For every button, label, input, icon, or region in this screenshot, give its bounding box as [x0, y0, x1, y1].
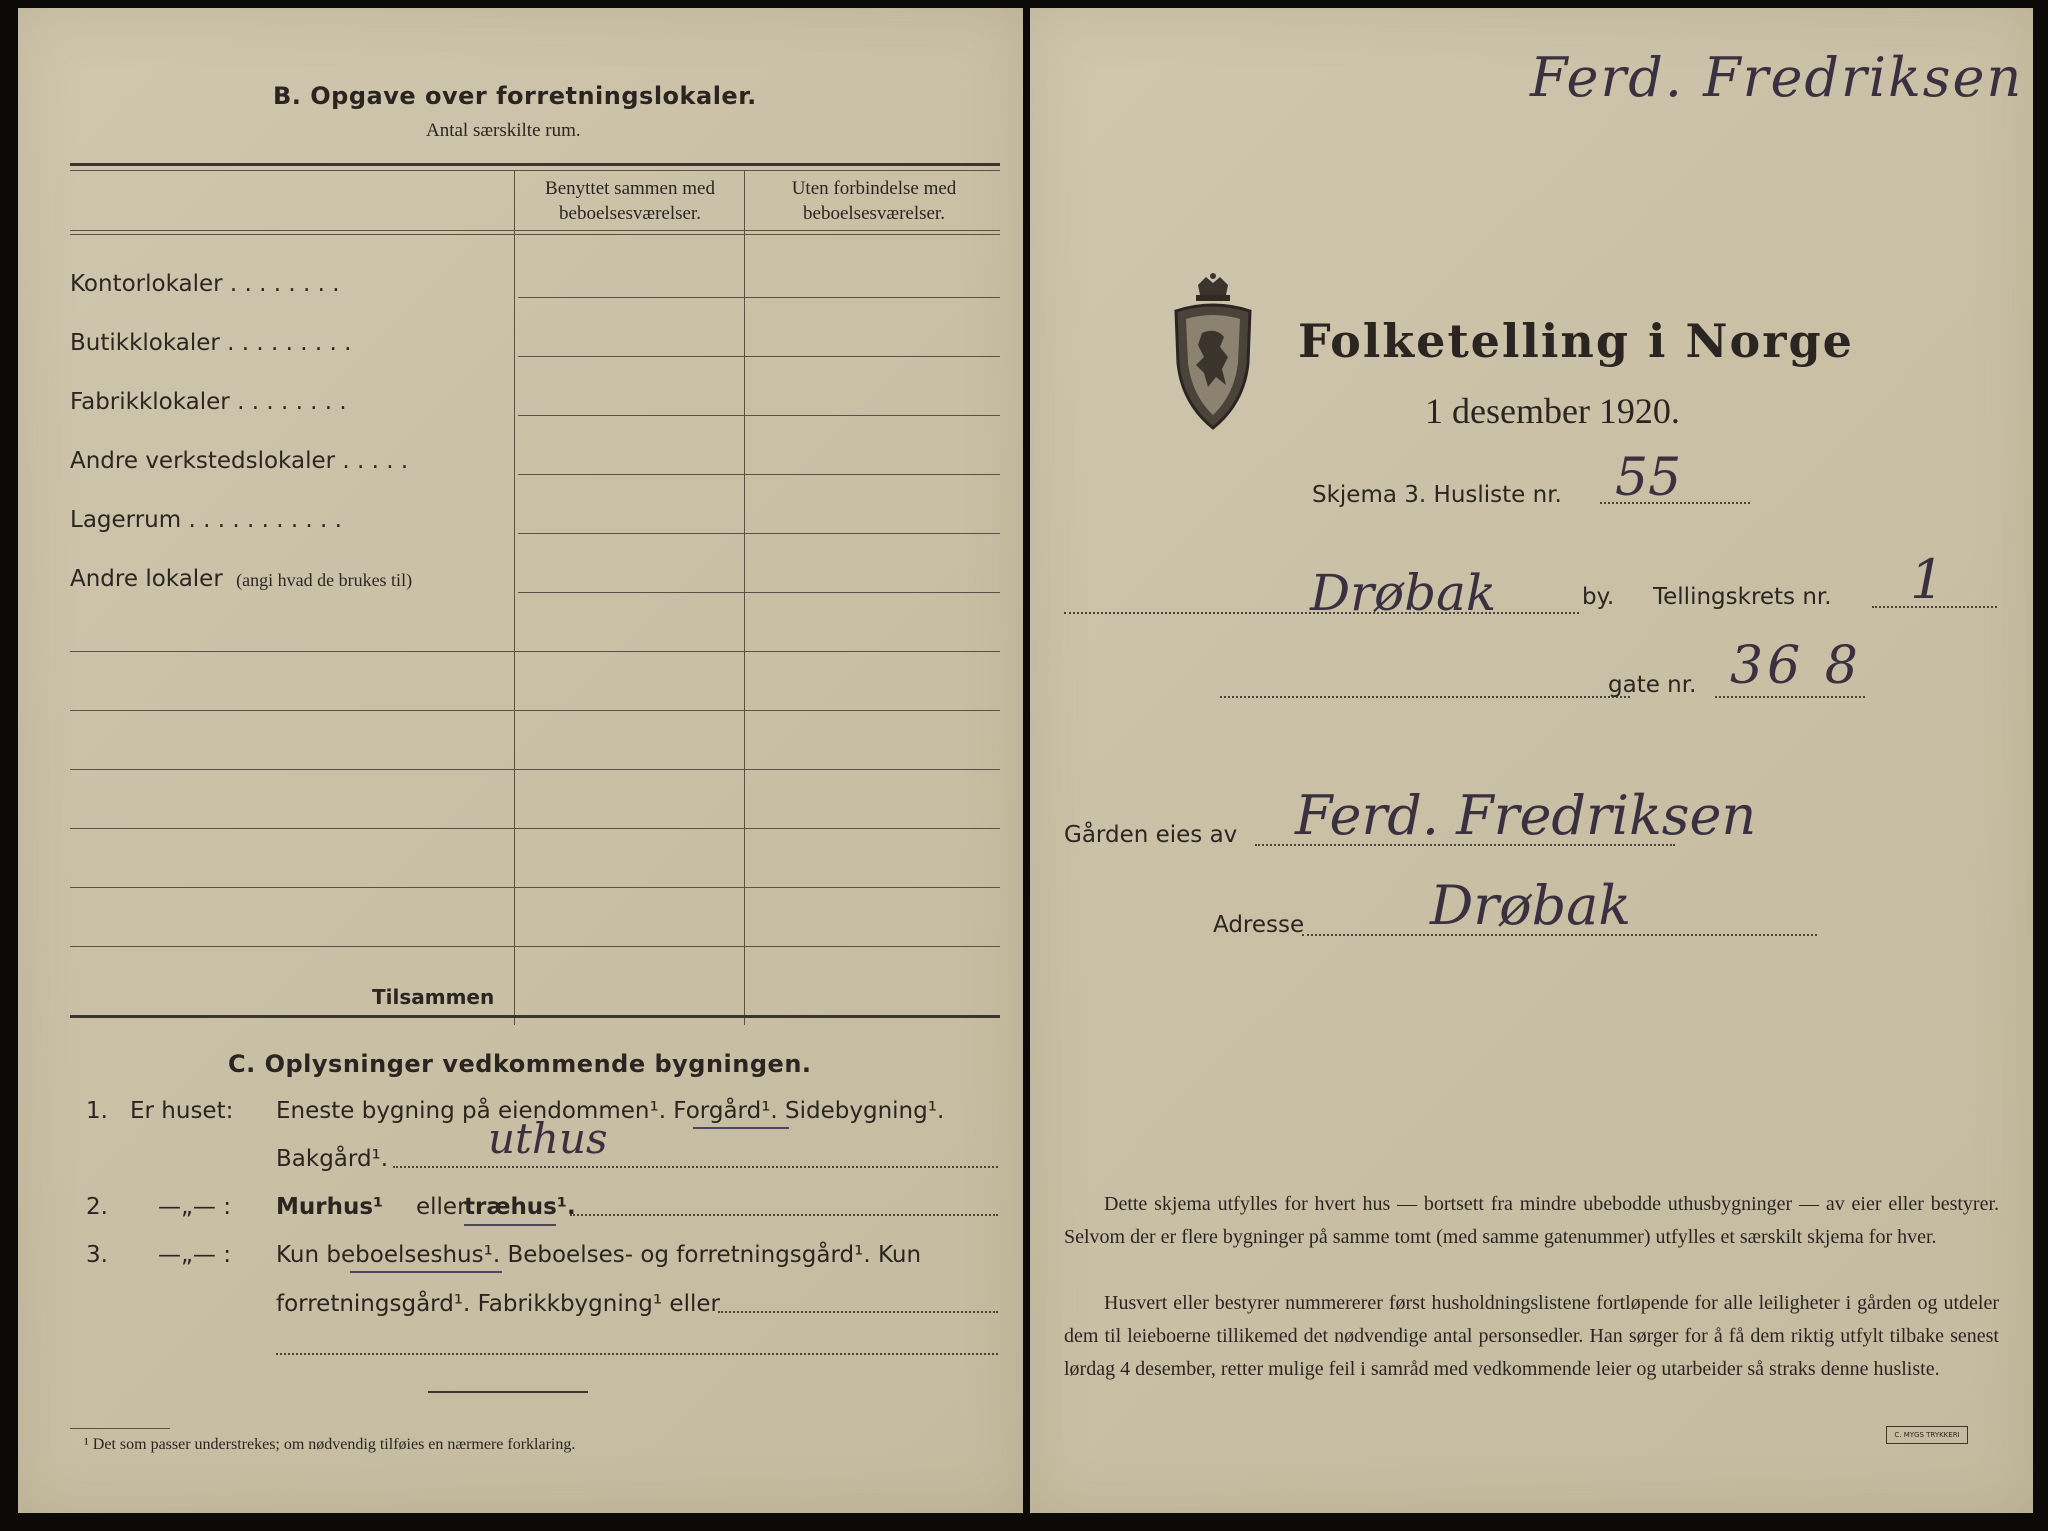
- husliste-number: 55: [1615, 448, 1682, 508]
- right-page: [1030, 8, 2033, 1513]
- row-butikklokaler: Butikklokaler . . . . . . . . .: [70, 330, 352, 356]
- handwritten-owner-top: Ferd. Fredriksen: [1530, 46, 2024, 109]
- q3-fill-line-2: [276, 1353, 998, 1355]
- q1-options: Eneste bygning på eiendommen¹. Forgård¹. Sidebygning¹.: [276, 1098, 945, 1124]
- row-fabrikklokaler: Fabrikklokaler . . . . . . . .: [70, 389, 347, 415]
- q2-lead: —„— :: [158, 1194, 231, 1220]
- q2-traehus: træhus¹.: [464, 1194, 576, 1220]
- row-andre-lokaler: [70, 566, 412, 592]
- row-rule: [70, 651, 1000, 652]
- gate-nr-fill-line: [1715, 696, 1865, 698]
- q3-lead: —„— :: [158, 1242, 231, 1268]
- q3-fill-line: [718, 1311, 998, 1313]
- address-label: Adresse: [1213, 912, 1305, 938]
- row-kontorlokaler: Kontorlokaler . . . . . . . .: [70, 271, 340, 297]
- section-b-title: B. Opgave over forretningslokaler.: [273, 82, 757, 110]
- q1-number: 1.: [86, 1098, 108, 1124]
- total-label: Tilsammen: [372, 985, 495, 1009]
- row-rule: [518, 533, 1000, 534]
- row-rule: [518, 297, 1000, 298]
- column-header-without-dwelling: Uten forbindelse med beboelsesværelser.: [791, 178, 957, 224]
- total-rule: [70, 946, 1000, 947]
- q2-eller: eller: [416, 1194, 467, 1220]
- table-header-rule-2: [70, 234, 1000, 235]
- form-date: 1 desember 1920.: [1425, 391, 1680, 431]
- q1-bakgard: Bakgård¹.: [276, 1146, 389, 1172]
- form-title: Folketelling i Norge: [1298, 314, 1854, 368]
- row-verkstedslokaler: Andre verkstedslokaler . . . . .: [70, 448, 409, 474]
- tellingskrets-number: 1: [1910, 548, 1945, 611]
- gate-name-fill-line: [1220, 696, 1630, 698]
- table-bottom-rule: [70, 1015, 1000, 1018]
- by-label: by.: [1582, 584, 1615, 610]
- gate-number: 36 8: [1730, 636, 1862, 696]
- tellingskrets-label: Tellingskrets nr.: [1653, 584, 1832, 610]
- row-rule: [70, 828, 1000, 829]
- table-col-divider-2: [744, 170, 745, 1025]
- gate-label: gate nr.: [1608, 672, 1697, 698]
- q1-answer: uthus: [488, 1114, 608, 1163]
- beboelseshus-underline: [350, 1271, 502, 1273]
- q3-number: 3.: [86, 1242, 108, 1268]
- q2-number: 2.: [86, 1194, 108, 1220]
- skjema-label: Skjema 3. Husliste nr.: [1312, 482, 1562, 508]
- footnote: ¹ Det som passer understrekes; om nødvendig tilføies en nærmere forklaring.: [84, 1436, 576, 1453]
- coat-of-arms-icon: [1168, 273, 1258, 433]
- end-rule: [428, 1391, 588, 1393]
- row-andre-lokaler-label: Andre lokaler: [70, 566, 223, 592]
- printer-stamp: C. MYGS TRYKKERI: [1886, 1426, 1968, 1444]
- row-andre-lokaler-note: (angi hvad de brukes til): [236, 570, 413, 590]
- footnote-rule: [70, 1428, 170, 1429]
- row-rule: [70, 769, 1000, 770]
- row-rule: [518, 592, 1000, 593]
- forgard-underline: [693, 1127, 789, 1129]
- table-top-rule: [70, 163, 1000, 166]
- row-rule: [518, 415, 1000, 416]
- table-header-rule: [70, 230, 1000, 231]
- city-value: Drøbak: [1310, 564, 1497, 622]
- q2-fill-line: [570, 1214, 998, 1216]
- column-header-with-dwelling: Benyttet sammen med beboelsesværelser.: [545, 178, 715, 224]
- row-rule: [518, 356, 1000, 357]
- row-lagerrum: Lagerrum . . . . . . . . . . .: [70, 507, 342, 533]
- row-rule: [518, 474, 1000, 475]
- q1-lead: Er huset:: [130, 1098, 234, 1124]
- owner-value: Ferd. Fredriksen: [1295, 784, 1757, 847]
- table-col-divider-1: [514, 170, 515, 1025]
- q3-options-2: forretningsgård¹. Fabrikkbygning¹ eller: [276, 1291, 720, 1317]
- row-rule: [70, 710, 1000, 711]
- instructions-paragraph-2: Husvert eller bestyrer nummererer først husholdningslistene fortløpende for alle leiligheter i gården og utdeler dem til leieboerne tillikemed det nødvendige antal personsedler. Han sørger for å få dem riktig utfylt tilbake senest lørdag 4 desember, retter mulige feil i samråd med vedkommende leier og utarbeider så straks denne husliste.: [1064, 1292, 1999, 1380]
- q3-options: Kun beboelseshus¹. Beboelses- og forretningsgård¹. Kun: [276, 1242, 922, 1268]
- q1-fill-line: [393, 1166, 998, 1168]
- section-b-subtitle: Antal særskilte rum.: [426, 120, 581, 141]
- table-top-rule-2: [70, 170, 1000, 171]
- traehus-underline: [464, 1224, 556, 1226]
- q2-murhus: Murhus¹: [276, 1194, 384, 1220]
- section-c-title: C. Oplysninger vedkommende bygningen.: [228, 1050, 812, 1078]
- row-rule: [70, 887, 1000, 888]
- owner-label: Gården eies av: [1064, 822, 1238, 848]
- left-page: [18, 8, 1023, 1513]
- instructions-paragraph-1: Dette skjema utfylles for hvert hus — bortsett fra mindre ubebodde uthusbygninger — av eier eller bestyrer. Selvom der er flere bygninger på samme tomt (med samme gatenummer) utfylles et særskilt skjema for hver.: [1064, 1193, 1999, 1248]
- address-value: Drøbak: [1430, 874, 1632, 937]
